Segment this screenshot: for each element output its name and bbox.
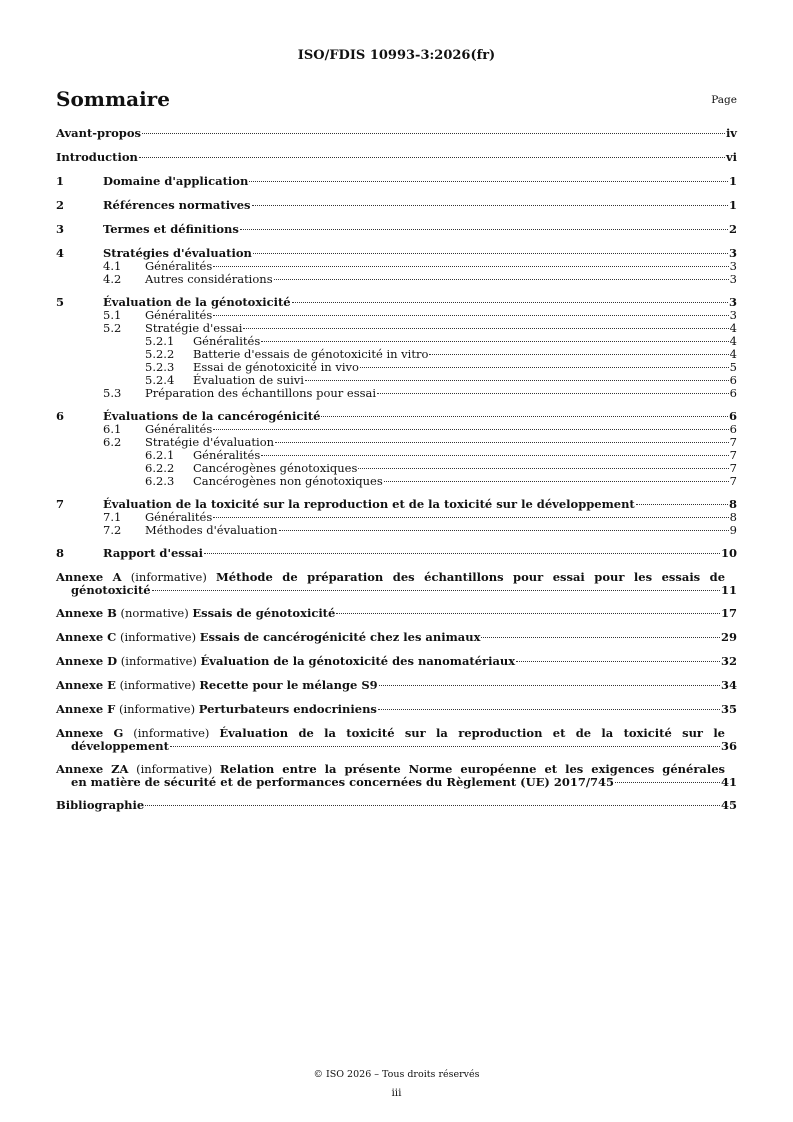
toc-entry[interactable] [56,273,737,286]
toc-entry-title: Généralités [145,259,213,273]
toc-entry-title: Cancérogènes non génotoxiques [193,474,383,488]
toc-entry-number: 6.2 [103,435,122,449]
toc-entry-number: 6.2.2 [145,461,175,475]
toc-annex-entry[interactable] [56,703,737,716]
toc-annex-entry[interactable] [56,631,737,644]
toc-entry-title: Généralités [193,448,261,462]
toc-annex-entry[interactable] [56,655,737,668]
dot-leader [213,266,728,267]
dot-leader [213,517,728,518]
toc-entry-number: 6.2.3 [145,474,175,488]
dot-leader [253,253,728,254]
toc-entry-page: 4 [729,347,737,361]
toc-entry-page: 6 [729,373,737,387]
dot-leader [243,328,728,329]
toc-entry-page: 1 [728,174,737,188]
annex-label: Annexe B [56,606,117,620]
toc-entry-page: 3 [729,259,737,273]
toc-entry-page: 3 [729,272,737,286]
annex-label: Annexe C [56,630,117,644]
page-column-label: Page [711,94,737,106]
toc-entry-title: Évaluation de suivi [193,373,304,387]
annex-title: Évaluation de la génotoxicité des nanomatériaux [200,654,516,668]
toc-entry-number: 5.2.3 [145,360,175,374]
toc-entry-number: 4.1 [103,259,122,273]
dot-leader [279,530,729,531]
toc-entry-number: 4.2 [103,272,122,286]
dot-leader [261,341,728,342]
toc-entry-page: 3 [728,295,737,309]
dot-leader [336,613,720,614]
toc-entry-title: Généralités [193,334,261,348]
toc-entry-title: Préparation des échantillons pour essai [145,386,377,400]
annex-title: Essais de cancérogénicité chez les animaux [199,630,481,644]
annex-label: Annexe ZA [56,762,129,776]
toc-entry-page: 11 [720,583,737,597]
toc-entry-title: Évaluation de la génotoxicité [103,295,291,309]
toc-entry-title: Méthodes d'évaluation [145,523,278,537]
toc-entry-title: Domaine d'application [103,174,249,188]
toc-entry-page: 6 [728,409,737,423]
toc-entry-page: 1 [728,198,737,212]
dot-leader [321,416,728,417]
toc-entry-title: Évaluation de la toxicité sur la reproduction et de la toxicité sur le développement [103,497,635,511]
toc-entry[interactable] [56,151,737,164]
annex-type: (informative) [119,678,196,692]
toc-entry-number: 5.2 [103,321,122,335]
toc-entry-title: Termes et définitions [103,222,239,236]
dot-leader [142,133,725,134]
annex-title-continued: génotoxicité [71,583,151,597]
toc-entry-number: 2 [56,198,65,212]
annex-title-continued: développement [71,739,169,753]
annex-label: Annexe A [56,570,122,584]
annex-heading [56,631,480,644]
toc-entry-number: 6.2.1 [145,448,175,462]
toc-entry-page: 7 [729,461,737,475]
dot-leader [274,279,729,280]
toc-entry-title: Rapport d'essai [103,546,204,560]
toc-entry-page: 7 [729,474,737,488]
toc-annex-entry[interactable] [56,679,737,692]
dot-leader [170,746,720,747]
toc-entry[interactable] [56,199,737,212]
toc-entry-page: 6 [729,422,737,436]
toc-entry-title: Introduction [56,150,138,164]
toc-entry-page: 2 [728,222,737,236]
dot-leader [139,157,725,158]
dot-leader [145,805,720,806]
toc-entry-number: 5.3 [103,386,122,400]
toc-entry-title: Avant-propos [56,126,141,140]
toc-entry-page: 35 [720,702,737,716]
dot-leader [384,481,729,482]
toc-entry-number: 5 [56,295,65,309]
toc-annex-entry[interactable] [56,571,737,597]
toc-entry-title: Évaluations de la cancérogénicité [103,409,321,423]
toc-entry-number: 7.2 [103,523,122,537]
annex-type: (normative) [120,606,189,620]
dot-leader [358,468,728,469]
toc-entry-page: 4 [729,321,737,335]
toc-entry-number: 6 [56,409,65,423]
annex-label: Annexe G [56,726,124,740]
dot-leader [516,661,720,662]
dot-leader [275,442,729,443]
toc-entry-page: 8 [728,497,737,511]
toc-entry-page: 9 [729,523,737,537]
annex-label: Annexe D [56,654,118,668]
annex-heading [56,679,378,692]
toc-entry-number: 3 [56,222,65,236]
dot-leader [240,229,728,230]
toc-entry-title: Références normatives [103,198,251,212]
toc-entry-page: 5 [729,360,737,374]
dot-leader [204,553,720,554]
toc-entry-number: 5.2.2 [145,347,175,361]
toc-heading [56,87,737,113]
dot-leader [213,315,728,316]
toc-entry-page: 45 [720,798,737,812]
dot-leader [377,393,729,394]
annex-heading [56,703,377,716]
dot-leader [249,181,728,182]
page-number: iii [391,1087,402,1099]
toc-entry[interactable] [56,524,737,537]
toc-entry-number: 8 [56,546,65,560]
annex-heading [56,655,515,668]
copyright-footer: © ISO 2026 – Tous droits réservés [313,1069,480,1080]
dot-leader [261,455,728,456]
annex-heading-line [56,571,737,584]
dot-leader [152,590,720,591]
dot-leader [252,205,728,206]
toc-entry-page: iv [725,126,737,140]
dot-leader [378,709,720,710]
annex-type: (informative) [133,726,210,740]
toc-annex-entry[interactable] [56,727,737,753]
toc-entry-number: 1 [56,174,65,188]
dot-leader [360,367,729,368]
toc-entry-title: Stratégie d'évaluation [145,435,275,449]
annex-heading [56,607,335,620]
toc-entry-number: 6.1 [103,422,122,436]
annex-type: (informative) [119,630,197,644]
toc-entry-number: 5.1 [103,308,122,322]
toc-entry-title: Stratégie d'essai [145,321,243,335]
annex-type: (informative) [136,762,213,776]
annex-title: Évaluation de la toxicité sur la reproduction et de la toxicité sur le [219,726,725,740]
dot-leader [429,354,728,355]
toc-entry-title: Autres considérations [145,272,273,286]
annex-label: Annexe E [56,678,116,692]
toc-entry[interactable] [56,387,737,400]
dot-leader [305,380,729,381]
toc-entry[interactable] [56,547,737,560]
toc-entry-page: 34 [720,678,737,692]
toc-entry-number: 4 [56,246,65,260]
dot-leader [213,429,728,430]
toc-entry-title: Généralités [145,510,213,524]
toc-entry-title: Essai de génotoxicité in vivo [193,360,359,374]
dot-leader [636,504,728,505]
toc-entry-page: 3 [728,246,737,260]
toc-entry-title: Généralités [145,422,213,436]
toc-entry[interactable] [56,127,737,140]
toc-entry-number: 7.1 [103,510,122,524]
toc-entry-page: 36 [720,739,737,753]
toc-entry[interactable] [56,475,737,488]
toc-entry-page: 4 [729,334,737,348]
dot-leader [379,685,720,686]
annex-type: (informative) [120,654,197,668]
toc-annex-entry[interactable] [56,763,737,789]
annex-title: Essais de génotoxicité [192,606,336,620]
annex-title: Recette pour le mélange S9 [199,678,378,692]
dot-leader [481,637,720,638]
toc-entry-page: 8 [729,510,737,524]
toc-bibliography-entry[interactable] [56,799,737,812]
toc-entry-page: 7 [729,435,737,449]
toc-entry-page: 7 [729,448,737,462]
toc-entry-title: Cancérogènes génotoxiques [193,461,358,475]
annex-type: (informative) [118,702,196,716]
toc-entry-title: Stratégies d'évaluation [103,246,252,260]
toc-entry[interactable] [56,175,737,188]
toc-title: Sommaire [56,87,170,111]
annex-title: Méthode de préparation des échantillons pour essai pour les essais de [216,570,726,584]
toc-entry-number: 5.2.4 [145,373,175,387]
toc-entry-page: 3 [729,308,737,322]
dot-leader [615,782,720,783]
toc-entry-number: 5.2.1 [145,334,175,348]
annex-label: Annexe F [56,702,116,716]
toc-entry-page: 29 [720,630,737,644]
annex-type: (informative) [130,570,207,584]
toc-entry-page: 41 [720,775,737,789]
toc-entry-number: 7 [56,497,65,511]
toc-annex-entry[interactable] [56,607,737,620]
document-id-header: ISO/FDIS 10993-3:2026(fr) [297,48,496,63]
toc-entry-title: Généralités [145,308,213,322]
toc-entry[interactable] [56,223,737,236]
annex-title: Perturbateurs endocriniens [198,702,377,716]
annex-title-continued: en matière de sécurité et de performances concernées du Règlement (UE) 2017/745 [71,775,615,789]
toc-entry-title: Batterie d'essais de génotoxicité in vitro [193,347,429,361]
dot-leader [292,302,728,303]
toc-entry-page: 17 [720,606,737,620]
toc-entry-page: 10 [720,546,737,560]
toc-entry-page: 6 [729,386,737,400]
annex-title: Relation entre la présente Norme européenne et les exigences générales [219,762,726,776]
toc-entry-page: 32 [720,654,737,668]
toc-entry-title: Bibliographie [56,798,145,812]
toc-entry-page: vi [725,150,737,164]
